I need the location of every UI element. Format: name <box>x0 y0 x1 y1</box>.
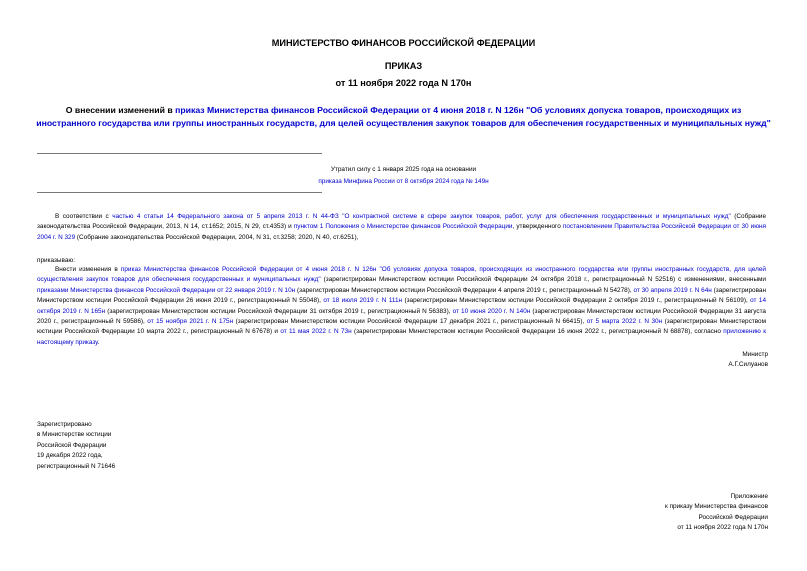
title-prefix: О внесении изменений в <box>65 105 176 115</box>
repeal-order-link[interactable]: приказа Минфина России от 8 октября 2024 года № 149н <box>318 178 489 185</box>
divider-top <box>37 153 322 154</box>
basis-text: (Собрание законодательства Российской Федерации, 2013, N 14, ст.1652; 2015, N 29, ст.4353) и <box>37 213 767 231</box>
basis-text: (Собрание законодательства Российской Федерации, 2004, N 31, ст.3258; 2020, N 40, ст.6251), <box>75 233 359 241</box>
title-order-link[interactable]: приказ Министерства финансов Российской Федерации от 4 июня 2018 г. N 126н "Об условиях допуска товаров, происходящих из иностранного государства или группы иностранных государств, для целей осуществления закупок товаров для обеспечения государственных и муниципальных нужд" <box>36 105 771 128</box>
appendix-link[interactable]: приложению к настоящему приказу <box>37 328 766 346</box>
signature-block <box>728 350 768 371</box>
order-date: от 11 ноября 2022 года N 170н <box>335 78 472 88</box>
signature-position: Министр <box>742 351 768 358</box>
order-30n-link[interactable]: от 5 марта 2022 г. N 30н <box>586 318 663 326</box>
order-10n-link[interactable]: приказами Министерства финансов Российской Федерации от 22 января 2019 г. N 10н <box>37 286 296 294</box>
repeal-note-text: Утратил силу с 1 января 2025 года на основании <box>330 166 477 173</box>
law-44fz-link[interactable]: частью 4 статьи 14 Федерального закона от 5 апреля 2013 г. N 44-ФЗ "О контрактной системе в сфере закупок товаров, работ, услуг для обеспечения государственных и муниципальных нужд" <box>112 213 731 220</box>
divider-bottom <box>37 192 322 193</box>
basis-text: В соответствии с <box>55 213 113 220</box>
ministry-regulation-link[interactable]: пунктом 1 Положения о Министерстве финансов Российской Федерации <box>293 223 513 231</box>
registration-line: регистрационный N 71646 <box>37 462 116 470</box>
basis-text: , утвержденного <box>512 223 563 231</box>
appendix-line: Российской Федерации <box>698 513 768 521</box>
body-text: (зарегистрирован Министерством юстиции Российской Федерации 26 июня 2019 г., регистрационный N 55048), <box>37 286 766 305</box>
body-text: (зарегистрирован Министерством юстиции Российской Федерации 4 апреля 2019 г., регистрационный N 54278), <box>295 286 634 294</box>
basis-paragraph <box>37 212 766 243</box>
registration-block <box>37 420 115 472</box>
body-text: (зарегистрирован Министерством юстиции Российской Федерации 31 августа 2020 г., регистрационный N 59586), <box>37 307 766 326</box>
appendix-block <box>665 492 768 534</box>
registration-line: в Министерстве юстиции <box>37 431 112 439</box>
signature-name: А.Г.Силуанов <box>728 361 768 369</box>
repeal-note <box>0 164 807 188</box>
body-paragraph <box>37 265 766 348</box>
government-decree-link[interactable]: постановлением Правительства Российской Федерации от 30 июня 2004 г. N 329 <box>37 223 767 241</box>
body-text: (зарегистрирован Министерством юстиции Российской Федерации 16 июня 2022 г., регистрационный N 68878), согласно <box>351 328 724 336</box>
order-175n-link[interactable]: от 15 ноября 2021 г. N 175н <box>147 318 234 326</box>
order-73n-link[interactable]: от 11 мая 2022 г. N 73н <box>280 328 352 336</box>
registration-line: Российской Федерации <box>37 441 107 449</box>
body-text: (зарегистрирован Министерством юстиции Российской Федерации 2 октября 2019 г., регистрационный N 56109), <box>402 297 751 305</box>
body-text: . <box>97 338 100 346</box>
order-126n-link[interactable]: приказ Министерства финансов Российской Федерации от 4 июня 2018 г. N 126н "Об условиях допуска товаров, происходящих из иностранного государства или группы иностранных государств, для целей осуществления закупок товаров для обеспечения государственных и муниципальных нужд" <box>37 266 766 284</box>
appendix-line: Приложение <box>730 493 768 500</box>
order-111n-link[interactable]: от 18 июля 2019 г. N 111н <box>323 297 403 305</box>
registration-line: 19 декабря 2022 года, <box>37 452 103 460</box>
appendix-line: от 11 ноября 2022 года N 170н <box>677 524 768 532</box>
order-heading: ПРИКАЗ <box>384 61 423 71</box>
body-text: (зарегистрирован Министерством юстиции Российской Федерации 17 декабря 2021 г., регистрационный N 66415), <box>233 318 587 326</box>
order-label: приказываю: <box>37 257 75 264</box>
registration-line: Зарегистрировано <box>37 421 92 428</box>
body-text: (зарегистрирован Министерством юстиции Российской Федерации 31 октября 2019 г., регистрационный N 56383), <box>105 307 453 315</box>
order-165n-link[interactable]: от 14 октября 2019 г. N 165н <box>37 297 766 315</box>
appendix-line: к приказу Министерства финансов <box>665 503 768 511</box>
order-64n-link[interactable]: от 30 апреля 2019 г. N 64н <box>633 286 712 294</box>
body-text: (зарегистрирован Министерством юстиции Российской Федерации 24 октября 2018 г., регистрационный N 52516) с изменениями, внесенными <box>320 276 766 284</box>
order-140n-link[interactable]: от 10 июня 2020 г. N 140н <box>452 307 531 315</box>
body-text: (зарегистрирован Министерством юстиции Российской Федерации 10 марта 2022 г., регистрационный N 67678) и <box>37 318 766 336</box>
body-text: Внести изменения в <box>55 266 121 273</box>
ministry-heading: МИНИСТЕРСТВО ФИНАНСОВ РОССИЙСКОЙ ФЕДЕРАЦИИ <box>271 38 536 48</box>
document-title <box>36 104 771 129</box>
